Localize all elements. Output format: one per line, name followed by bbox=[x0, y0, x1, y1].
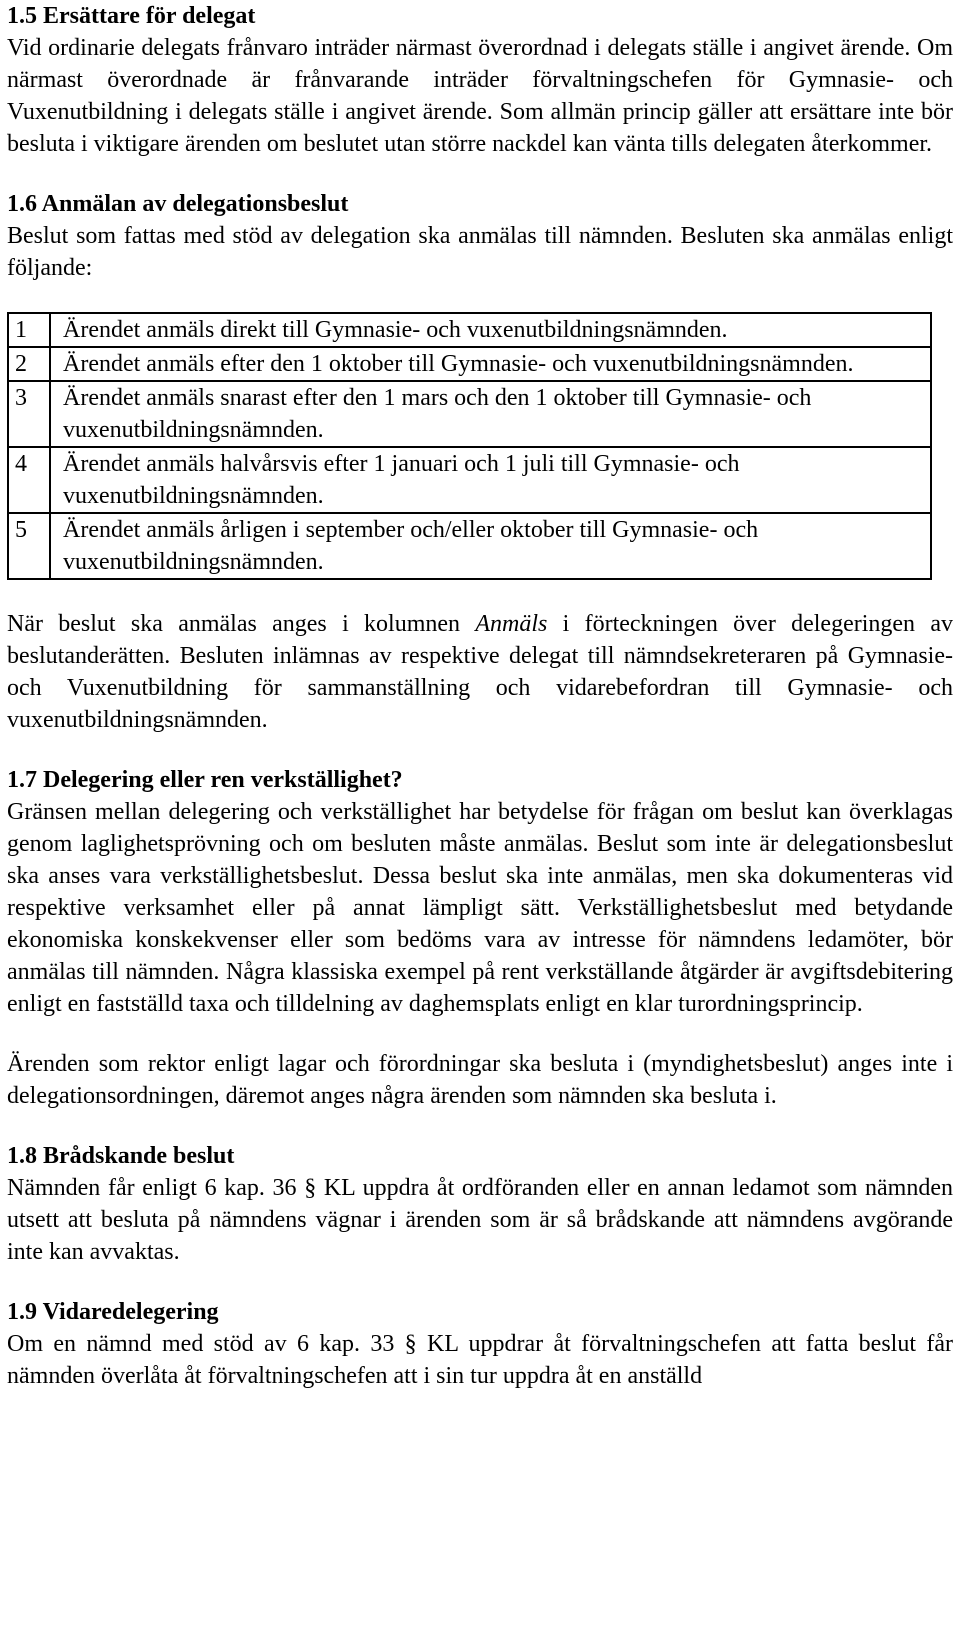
anmals-column-name: Anmäls bbox=[475, 611, 548, 637]
table-row bbox=[8, 347, 931, 381]
section-heading-1-5: 1.5 Ersättare för delegat bbox=[7, 3, 256, 29]
level-text: Ärendet anmäls årligen i september och/eller oktober till Gymnasie- och vuxenutbildningsnämnden. bbox=[50, 513, 931, 579]
section-heading-1-7: 1.7 Delegering eller ren verkställighet? bbox=[7, 767, 403, 793]
section-body-1-7: Gränsen mellan delegering och verkställighet har betydelse för frågan om beslut kan överklagas genom laglighetsprövning och om besluten måste anmälas. Beslut som inte är delegationsbeslut ska anses vara verkställighetsbeslut. Dessa beslut ska inte anmälas, men ska dokumenteras vid respektive verksamhet eller på annat lämpligt sätt. Verkställighetsbeslut med betydande ekonomiska konskekvenser eller som bedöms vara av intresse för nämndens ledamöter, bör anmälas till nämnden. Några klassiska exempel på rent verkställande åtgärder är avgiftsdebitering enligt en fastställd taxa och tilldelning av daghemsplats enligt en klar turordningsprincip. bbox=[7, 799, 953, 1017]
section-heading-1-8: 1.8 Brådskande beslut bbox=[7, 1143, 235, 1169]
section-heading-1-6: 1.6 Anmälan av delegationsbeslut bbox=[7, 191, 349, 217]
table-row bbox=[8, 381, 931, 447]
level-number: 4 bbox=[8, 447, 50, 513]
level-number: 5 bbox=[8, 513, 50, 579]
level-text: Ärendet anmäls halvårsvis efter 1 januari och 1 juli till Gymnasie- och vuxenutbildningsnämnden. bbox=[50, 447, 931, 513]
after-text-post: i förteckningen över delegeringen av beslutanderätten. Besluten inlämnas av respektive delegat till nämndsekreteraren på Gymnasie- och Vuxenutbildning för sammanställning och vidarebefordran till Gymnasie- och vuxenutbildningsnämnden. bbox=[7, 611, 953, 733]
level-number: 3 bbox=[8, 381, 50, 447]
level-number: 1 bbox=[8, 313, 50, 347]
document-page bbox=[7, 0, 953, 1392]
level-text: Ärendet anmäls snarast efter den 1 mars och den 1 oktober till Gymnasie- och vuxenutbildningsnämnden. bbox=[50, 381, 931, 447]
level-text: Ärendet anmäls efter den 1 oktober till Gymnasie- och vuxenutbildningsnämnden. bbox=[50, 347, 931, 381]
table-row bbox=[8, 313, 931, 347]
section-after-1-6 bbox=[7, 608, 953, 736]
section-body-1-5: Vid ordinarie delegats frånvaro inträder närmast överordnad i delegats ställe i angivet ärende. Om närmast överordnade är frånvarande inträder förvaltningschefen för Gymnasie- och Vuxenutbildning i delegats ställe i angivet ärende. Som allmän princip gäller att ersättare inte bör besluta i viktigare ärenden om beslutet utan större nackdel kan vänta tills delegaten återkommer. bbox=[7, 35, 953, 157]
level-text: Ärendet anmäls direkt till Gymnasie- och vuxenutbildningsnämnden. bbox=[50, 313, 931, 347]
reporting-levels-table bbox=[7, 312, 932, 580]
section-heading-1-9: 1.9 Vidaredelegering bbox=[7, 1299, 219, 1325]
after-text-pre: När beslut ska anmälas anges i kolumnen bbox=[7, 611, 476, 637]
section-body-1-9: Om en nämnd med stöd av 6 kap. 33 § KL uppdrar åt förvaltningschefen att fatta beslut får nämnden överlåta åt förvaltningschefen att i sin tur uppdra åt en anställd bbox=[7, 1331, 953, 1389]
table-row bbox=[8, 447, 931, 513]
section-intro-1-6: Beslut som fattas med stöd av delegation ska anmälas till nämnden. Besluten ska anmälas enligt följande: bbox=[7, 223, 953, 281]
level-number: 2 bbox=[8, 347, 50, 381]
section-body2-1-7: Ärenden som rektor enligt lagar och förordningar ska besluta i (myndighetsbeslut) anges inte i delegationsordningen, däremot anges några ärenden som nämnden ska besluta i. bbox=[7, 1051, 953, 1109]
table-row bbox=[8, 513, 931, 579]
section-body-1-8: Nämnden får enligt 6 kap. 36 § KL uppdra åt ordföranden eller en annan ledamot som nämnden utsett att besluta på nämndens vägnar i ärenden som är så brådskande att nämndens avgörande inte kan avvaktas. bbox=[7, 1175, 953, 1265]
